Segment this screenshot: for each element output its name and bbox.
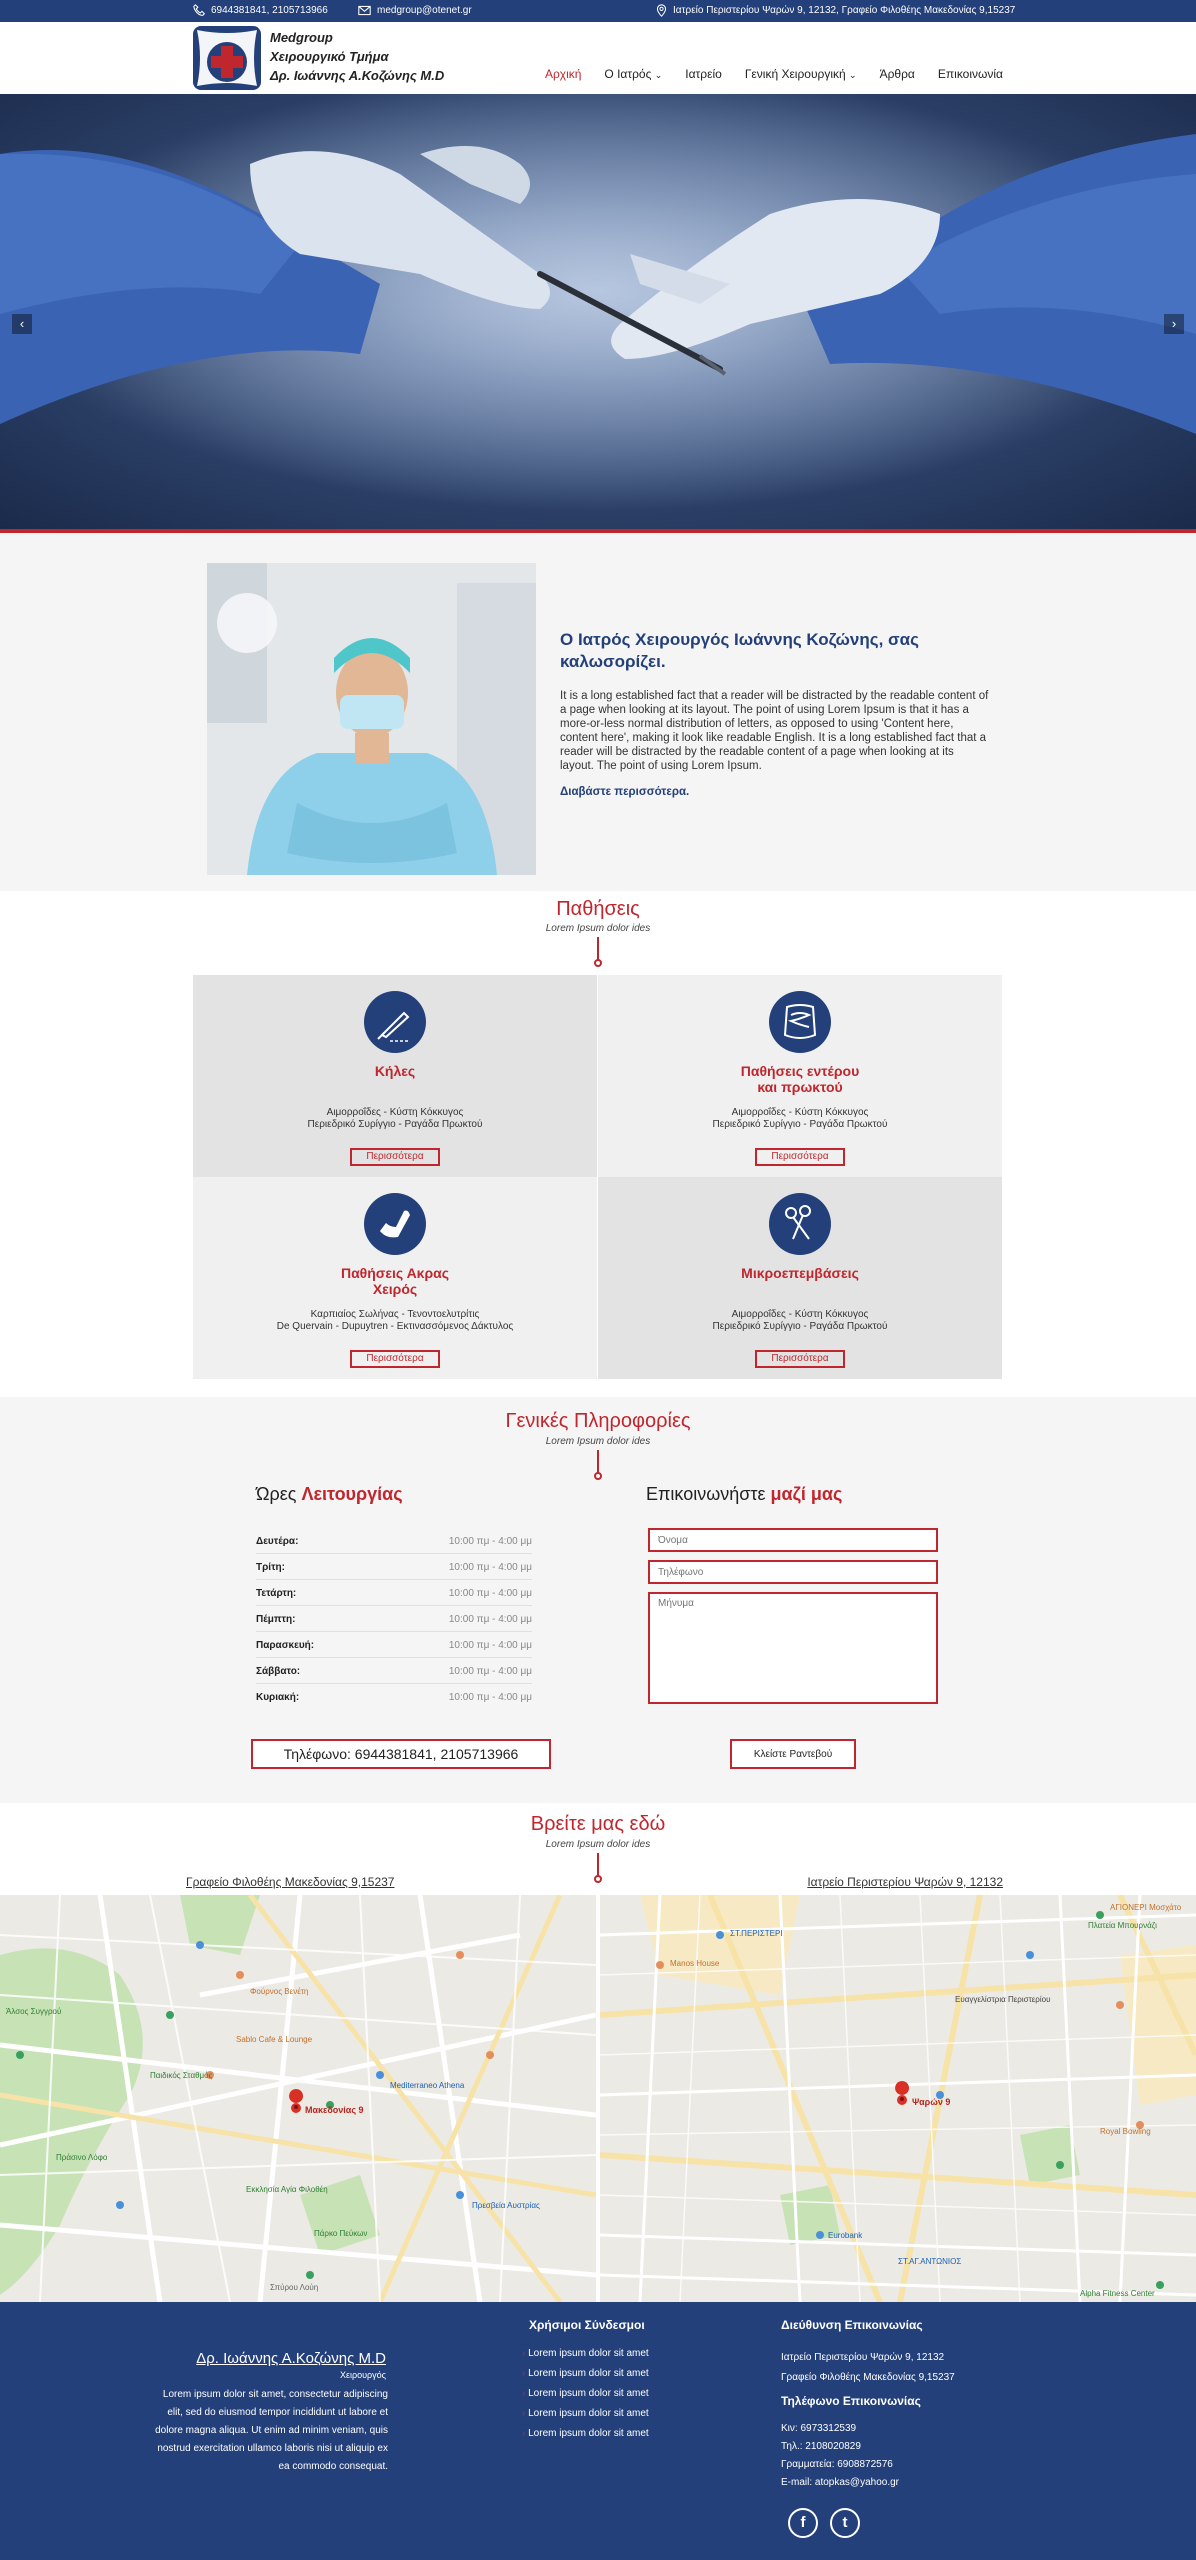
- card-desc-line2: Περιεδρικό Συρίγγιο - Ραγάδα Πρωκτού: [712, 1321, 888, 1332]
- map-place: Alpha Fitness Center: [1080, 2289, 1155, 2298]
- map-place: Παιδικός Σταθμός: [150, 2071, 213, 2080]
- card-desc-line2: Περιεδρικό Συρίγγιο - Ραγάδα Πρωκτού: [307, 1119, 483, 1130]
- nav-general-surgery[interactable]: [745, 67, 857, 81]
- hours-title: [256, 1484, 403, 1505]
- street-map-image: [600, 1895, 1196, 2302]
- hours-day: Παρασκευή:: [256, 1640, 315, 1651]
- info-divider-dot: [594, 1472, 602, 1480]
- footer-about-line: elit, sed do eiusmod tempor incididunt ut labore et: [167, 2407, 388, 2418]
- footer-doctor-name: Δρ. Ιωάννης Α.Κοζώνης M.D: [196, 2350, 386, 2367]
- maps-title: Βρείτε μας εδώ: [530, 1813, 666, 1835]
- footer-phone-title-b: Επικοινωνίας: [842, 2394, 921, 2408]
- map-place: Φούρνος Βενέτη: [250, 1987, 309, 1996]
- info-divider: [597, 1450, 599, 1473]
- card-more-button[interactable]: Περισσότερα: [755, 1350, 845, 1368]
- map-place: Ευαγγελίστρια Περιστερίου: [955, 1995, 1051, 2004]
- footer-link[interactable]: [522, 2344, 649, 2364]
- card-desc-line2: De Quervain - Dupuytren - Εκτινασσόμενος Δάκτυλος: [276, 1321, 514, 1332]
- topbar-address-text: Ιατρείο Περιστερίου Ψαρών 9, 12132, Γραφείο Φιλοθέης Μακεδονίας 9,15237: [673, 5, 1016, 16]
- map-place: Πλατεία Μπουρνάζι: [1088, 1921, 1157, 1930]
- right-map-label[interactable]: Ιατρείο Περιστερίου Ψαρών 9, 12132: [807, 1875, 1003, 1889]
- map-place: Άλσος Συγγρού: [6, 2007, 62, 2016]
- name-input[interactable]: [648, 1528, 938, 1552]
- right-map-pin-label: Ψαρών 9: [912, 2097, 951, 2107]
- info-subtitle: Lorem Ipsum dolor ides: [545, 1436, 651, 1447]
- envelope-icon: [357, 4, 372, 17]
- map-place: Πρεσβεία Αυστρίας: [472, 2201, 540, 2210]
- footer-email-line: E-mail: atopkas@yahoo.gr: [781, 2477, 899, 2488]
- hours-day: Πέμπτη:: [256, 1614, 296, 1625]
- site-header: [0, 22, 1196, 94]
- hours-time: 10:00 πμ - 4:00 μμ: [448, 1614, 532, 1625]
- bullet-icon: ›: [522, 2408, 529, 2419]
- phone-icon: [193, 4, 206, 17]
- footer-address-line: Γραφείο Φιλοθέης Μακεδονίας 9,15237: [781, 2372, 955, 2383]
- scalpel-icon: [364, 991, 426, 1053]
- condition-card-hernia: [193, 975, 597, 1177]
- site-footer: [0, 2302, 1196, 2560]
- map-place: Εκκλησία Αγία Φιλοθέη: [246, 2185, 328, 2194]
- bullet-icon: ›: [522, 2368, 529, 2379]
- street-map-image: [0, 1895, 596, 2302]
- footer-phone-line: Κιν: 6973312539: [781, 2423, 857, 2434]
- footer-link[interactable]: [522, 2424, 649, 2444]
- card-desc-line1: Αιμορροΐδες - Κύστη Κόκκυγος: [326, 1107, 464, 1118]
- call-phone-button[interactable]: Τηλέφωνο: 6944381841, 2105713966: [251, 1739, 551, 1769]
- card-desc-line1: Καρπιαίος Σωλήνας - Τενοντοελυτρίτις: [310, 1309, 480, 1320]
- location-pin-icon: [655, 4, 668, 17]
- topbar-address: [655, 4, 1015, 17]
- card-desc-line2: Περιεδρικό Συρίγγιο - Ραγάδα Πρωκτού: [712, 1119, 888, 1130]
- contact-title: [646, 1484, 842, 1505]
- footer-address-title-a: Διεύθυνση: [781, 2318, 845, 2332]
- hours-row: [256, 1606, 532, 1632]
- footer-specialty: Χειρουργός: [339, 2370, 386, 2380]
- nav-doctor[interactable]: [604, 67, 662, 81]
- footer-links-title: Χρήσιμοι Σύνδεσμοι: [529, 2318, 645, 2332]
- hours-title-a: Ώρες: [256, 1484, 302, 1504]
- card-title: Κήλες: [374, 1063, 416, 1079]
- topbar-email-text: medgroup@otenet.gr: [377, 5, 472, 16]
- top-contact-bar: [0, 0, 1196, 22]
- footer-link[interactable]: [522, 2384, 649, 2404]
- conditions-divider: [597, 937, 599, 960]
- doctor-photo: [207, 563, 536, 875]
- map-place: Πάρκο Πεύκων: [314, 2229, 368, 2238]
- footer-phones: [781, 2420, 899, 2492]
- footer-link-label: Lorem ipsum dolor sit amet: [528, 2428, 649, 2439]
- condition-card-microsurgery: [598, 1177, 1002, 1379]
- conditions-divider-dot: [594, 959, 602, 967]
- left-map-label[interactable]: Γραφείο Φιλοθέης Μακεδονίας 9,15237: [186, 1875, 395, 1889]
- topbar-phone-text: 6944381841, 2105713966: [211, 5, 328, 16]
- card-more-button[interactable]: Περισσότερα: [350, 1148, 440, 1166]
- brand-name: [270, 28, 444, 85]
- hours-time: 10:00 πμ - 4:00 μμ: [448, 1562, 532, 1573]
- brand-line3: Δρ. Ιωάννης Α.Κοζώνης M.D: [270, 68, 445, 83]
- nav-clinic[interactable]: Ιατρείο: [685, 67, 722, 81]
- footer-about-line: Lorem ipsum dolor sit amet, consectetur adipiscing: [162, 2389, 388, 2400]
- footer-about-line: nostrud exercitation ullamco laboris nisi ut aliquip ex: [157, 2443, 388, 2454]
- hours-day: Σάββατο:: [256, 1666, 301, 1677]
- footer-address-line: Ιατρείο Περιστερίου Ψαρών 9, 12132: [781, 2352, 945, 2363]
- surgical-tools-icon: [769, 1193, 831, 1255]
- contact-title-a: Επικοινωνήστε: [646, 1484, 771, 1504]
- twitter-icon[interactable]: t: [830, 2508, 860, 2538]
- card-desc-line1: Αιμορροΐδες - Κύστη Κόκκυγος: [731, 1309, 869, 1320]
- hours-title-b: Λειτουργίας: [301, 1484, 403, 1504]
- map-place: Σπύρου Λούη: [270, 2283, 319, 2292]
- card-more-button[interactable]: Περισσότερα: [350, 1350, 440, 1368]
- brand-line1: Medgroup: [270, 30, 333, 45]
- phone-input[interactable]: [648, 1560, 938, 1584]
- card-description: [598, 1107, 1002, 1131]
- filothei-map[interactable]: [0, 1895, 596, 2302]
- hours-row: [256, 1528, 532, 1554]
- conditions-subtitle: Lorem Ipsum dolor ides: [545, 923, 651, 934]
- card-description: [598, 1309, 1002, 1333]
- hours-day: Κυριακή:: [256, 1692, 300, 1703]
- nav-contact[interactable]: Επικοινωνία: [937, 67, 1003, 81]
- maps-divider-dot: [594, 1875, 602, 1883]
- map-place: ΑΓΙΟΝΕΡΙ Μοσχάτο: [1110, 1903, 1182, 1912]
- map-place: Eurobank: [828, 2231, 863, 2240]
- hours-time: 10:00 πμ - 4:00 μμ: [448, 1666, 532, 1677]
- footer-addresses: [781, 2348, 955, 2388]
- maps-subtitle: Lorem Ipsum dolor ides: [545, 1839, 651, 1850]
- nav-home[interactable]: Αρχική: [544, 67, 582, 81]
- nav-articles[interactable]: Άρθρα: [879, 67, 915, 81]
- maps-divider: [597, 1853, 599, 1876]
- map-place: Sablo Cafe & Lounge: [236, 2035, 313, 2044]
- medical-cross-logo-icon: [193, 26, 261, 90]
- map-place: Royal Bowling: [1100, 2127, 1151, 2136]
- arm-icon: [364, 1193, 426, 1255]
- read-more-link[interactable]: Διαβάστε περισσότερα.: [560, 786, 690, 798]
- hours-time: 10:00 πμ - 4:00 μμ: [448, 1640, 532, 1651]
- welcome-title: Ο Ιατρός Χειρουργός Ιωάννης Κοζώνης, σας καλωσορίζει.: [560, 630, 919, 671]
- welcome-text: It is a long established fact that a reader will be distracted by the readable content of a page when looking at its layout. The point of using Lorem Ipsum is that it has a more-or-less normal distribution of letters, as opposed to using 'Content here, content here', making it look like readable English. It is a long established fact that a reader will be distracted by the readable content of a page when looking at its layout. The point of using Lorem Ipsum.: [560, 690, 989, 772]
- welcome-section: [0, 533, 1196, 891]
- hours-row: [256, 1658, 532, 1684]
- contact-title-b: μαζί μας: [770, 1484, 843, 1504]
- hours-row: [256, 1580, 532, 1606]
- left-map-pin-label: Μακεδονίας 9: [305, 2105, 364, 2115]
- footer-about-line: dolore magna aliqua. Ut enim ad minim veniam, quis: [155, 2425, 388, 2436]
- footer-phone-title: [781, 2394, 921, 2408]
- footer-phone-line: Γραμματεία: 6908872576: [781, 2459, 893, 2470]
- map-place: ΣΤ.ΠΕΡΙΣΤΕΡΙ: [730, 1929, 783, 1938]
- hours-day: Τετάρτη:: [256, 1588, 297, 1599]
- facebook-icon[interactable]: f: [788, 2508, 818, 2538]
- footer-address-title: [781, 2318, 923, 2332]
- footer-link[interactable]: [522, 2404, 649, 2424]
- doctor-portrait-image: [207, 563, 536, 875]
- card-title: Παθήσεις εντέρου και πρωκτού: [740, 1063, 860, 1095]
- hours-day: Δευτέρα:: [256, 1536, 299, 1547]
- nav-doctor-label: Ο Ιατρός: [604, 67, 652, 81]
- card-desc-line1: Αιμορροΐδες - Κύστη Κόκκυγος: [731, 1107, 869, 1118]
- hours-row: [256, 1632, 532, 1658]
- footer-link-label: Lorem ipsum dolor sit amet: [528, 2368, 649, 2379]
- footer-about: [110, 2386, 388, 2476]
- hero-slider: [0, 94, 1196, 532]
- chevron-down-icon: ⌄: [654, 70, 663, 80]
- hours-row: [256, 1554, 532, 1580]
- map-place: Mediterraneo Athena: [390, 2081, 465, 2090]
- topbar-phone[interactable]: [193, 4, 328, 17]
- bullet-icon: ›: [522, 2388, 529, 2399]
- card-description: [193, 1107, 597, 1131]
- card-more-button[interactable]: Περισσότερα: [755, 1148, 845, 1166]
- footer-links: [522, 2344, 649, 2444]
- bullet-icon: ›: [522, 2428, 529, 2439]
- footer-link-label: Lorem ipsum dolor sit amet: [528, 2408, 649, 2419]
- card-description: [193, 1309, 597, 1333]
- hero-prev-button[interactable]: ‹: [12, 314, 32, 334]
- hours-day: Τρίτη:: [256, 1562, 285, 1573]
- main-nav: [545, 67, 1003, 81]
- footer-phone-title-a: Τηλέφωνο: [781, 2394, 843, 2408]
- footer-link-label: Lorem ipsum dolor sit amet: [528, 2348, 649, 2359]
- map-place: Πράσινο Λόφο: [56, 2153, 108, 2162]
- map-place: Manos House: [670, 1959, 720, 1968]
- hours-time: 10:00 πμ - 4:00 μμ: [448, 1536, 532, 1547]
- hours-time: 10:00 πμ - 4:00 μμ: [448, 1588, 532, 1599]
- book-appointment-button[interactable]: Κλείστε Ραντεβού: [730, 1739, 856, 1769]
- map-place: ΣΤ.ΑΓ.ΑΝΤΩΝΙΟΣ: [898, 2257, 962, 2266]
- message-textarea[interactable]: [648, 1592, 938, 1704]
- peristeri-map[interactable]: [600, 1895, 1196, 2302]
- footer-address-title-b: Επικοινωνίας: [844, 2318, 923, 2332]
- info-title: Γενικές Πληροφορίες: [505, 1410, 691, 1432]
- topbar-email[interactable]: [357, 4, 472, 17]
- conditions-title: Παθήσεις: [556, 898, 640, 920]
- condition-card-intestine: [598, 975, 1002, 1177]
- card-title: Παθήσεις Ακρας Χειρός: [340, 1265, 450, 1297]
- intestine-icon: [769, 991, 831, 1053]
- footer-link[interactable]: [522, 2364, 649, 2384]
- chevron-down-icon: ⌄: [849, 70, 857, 80]
- hero-next-button[interactable]: ›: [1164, 314, 1184, 334]
- logo[interactable]: [193, 26, 261, 90]
- brand-line2: Χειρουργικό Τμήμα: [270, 49, 389, 64]
- surgeons-hands-image: [0, 94, 1196, 532]
- nav-general-surgery-label: Γενική Χειρουργική: [744, 67, 846, 81]
- footer-phone-line: Τηλ.: 2108020829: [781, 2441, 861, 2452]
- card-title: Μικροεπεμβάσεις: [741, 1265, 859, 1281]
- condition-card-hand: [193, 1177, 597, 1379]
- footer-link-label: Lorem ipsum dolor sit amet: [528, 2388, 649, 2399]
- hours-row: [256, 1684, 532, 1710]
- footer-about-line: ea commodo consequat.: [278, 2461, 388, 2472]
- bullet-icon: ›: [522, 2348, 529, 2359]
- hours-time: 10:00 πμ - 4:00 μμ: [448, 1692, 532, 1703]
